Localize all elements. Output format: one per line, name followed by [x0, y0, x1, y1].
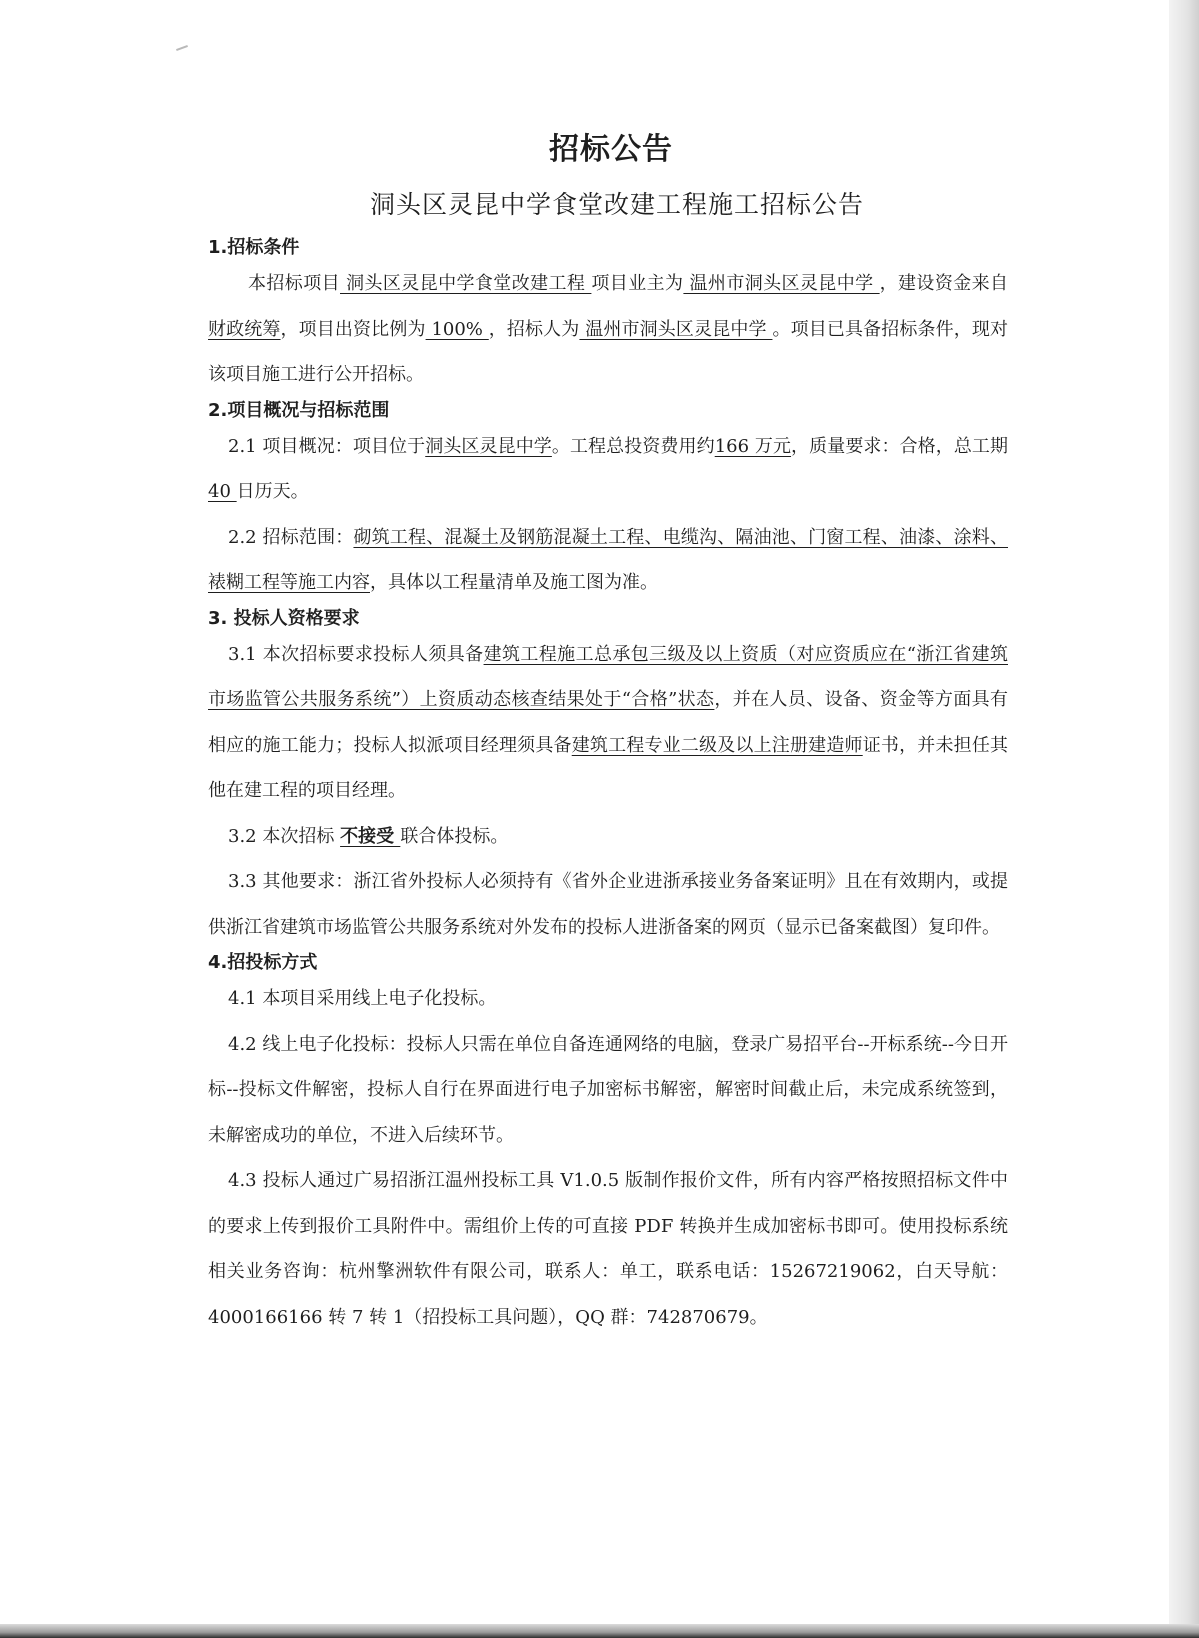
- paragraph-bidding-tool: 4.3 投标人通过广易招浙江温州投标工具 V1.0.5 版制作报价文件，所有内容严格按照招标文件中的要求上传到报价工具附件中。需组价上传的可直接 PDF 转换并生成加密标书即可。使用投标系统相关业务咨询：杭州擎洲软件有限公司，联系人：单工，联系电话：15267219062，白天导航：4000166166 转 7 转 1（招投标工具问题），QQ 群：742870679。: [208, 1170, 1008, 1328]
- scan-mark: [176, 45, 188, 51]
- paragraph-qualification: 3.1 本次招标要求投标人须具备建筑工程施工总承包三级及以上资质（对应资质应在“浙江省建筑市场监管公共服务系统”）上资质动态核查结果处于“合格”状态，并在人员、设备、资金等方面具有相应的施工能力；投标人拟派项目经理须具备建筑工程专业二级及以上注册建造师证书，并未担任其他在建工程的项目经理。: [208, 643, 1009, 801]
- scan-edge-bottom: [0, 1624, 1199, 1638]
- scan-edge-right: [1169, 0, 1199, 1638]
- paragraph-online-decryption: 4.2 线上电子化投标：投标人只需在单位自备连通网络的电脑，登录广易招平台--开标系统--今日开标--投标文件解密，投标人自行在界面进行电子加密标书解密，解密时间截止后，未完成系统签到，未解密成功的单位，不进入后续环节。: [208, 1033, 1008, 1146]
- page-subtitle: 洞头区灵昆中学食堂改建工程施工招标公告: [369, 190, 864, 219]
- section-heading-4: 4.招投标方式: [208, 952, 318, 973]
- paragraph-bidding-scope: 2.2 招标范围：砌筑工程、混凝土及钢筋混凝土工程、电缆沟、隔油池、门窗工程、油漆、涂料、裱糊工程等施工内容，具体以工程量清单及施工图为准。: [208, 526, 1008, 593]
- paragraph-online-bidding: 4.1 本项目采用线上电子化投标。: [228, 988, 497, 1009]
- section-heading-2: 2.项目概况与招标范围: [208, 399, 390, 421]
- section-heading-3: 3. 投标人资格要求: [208, 607, 360, 629]
- paragraph-other-requirements: 3.3 其他要求：浙江省外投标人必须持有《省外企业进浙承接业务备案证明》且在有效期内，或提供浙江省建筑市场监管公共服务系统对外发布的投标人进浙备案的网页（显示已备案截图）复印件。: [208, 871, 1008, 938]
- paragraph-bidding-conditions: 本招标项目 洞头区灵昆中学食堂改建工程 项目业主为 温州市洞头区灵昆中学 ，建设资金来自财政统筹，项目出资比例为 100% ，招标人为 温州市洞头区灵昆中学 。项目已具备招标条件，现对该项目施工进行公开招标。: [208, 273, 1009, 385]
- paragraph-consortium: 3.2 本次招标 不接受 联合体投标。: [228, 825, 509, 847]
- document-page: [208, 125, 1008, 1340]
- paragraph-project-overview: 2.1 项目概况：项目位于洞头区灵昆中学。工程总投资费用约166 万元，质量要求：合格，总工期 40 日历天。: [208, 435, 1009, 502]
- section-heading-1: 1.招标条件: [208, 237, 300, 258]
- page-title: 招标公告: [549, 132, 673, 167]
